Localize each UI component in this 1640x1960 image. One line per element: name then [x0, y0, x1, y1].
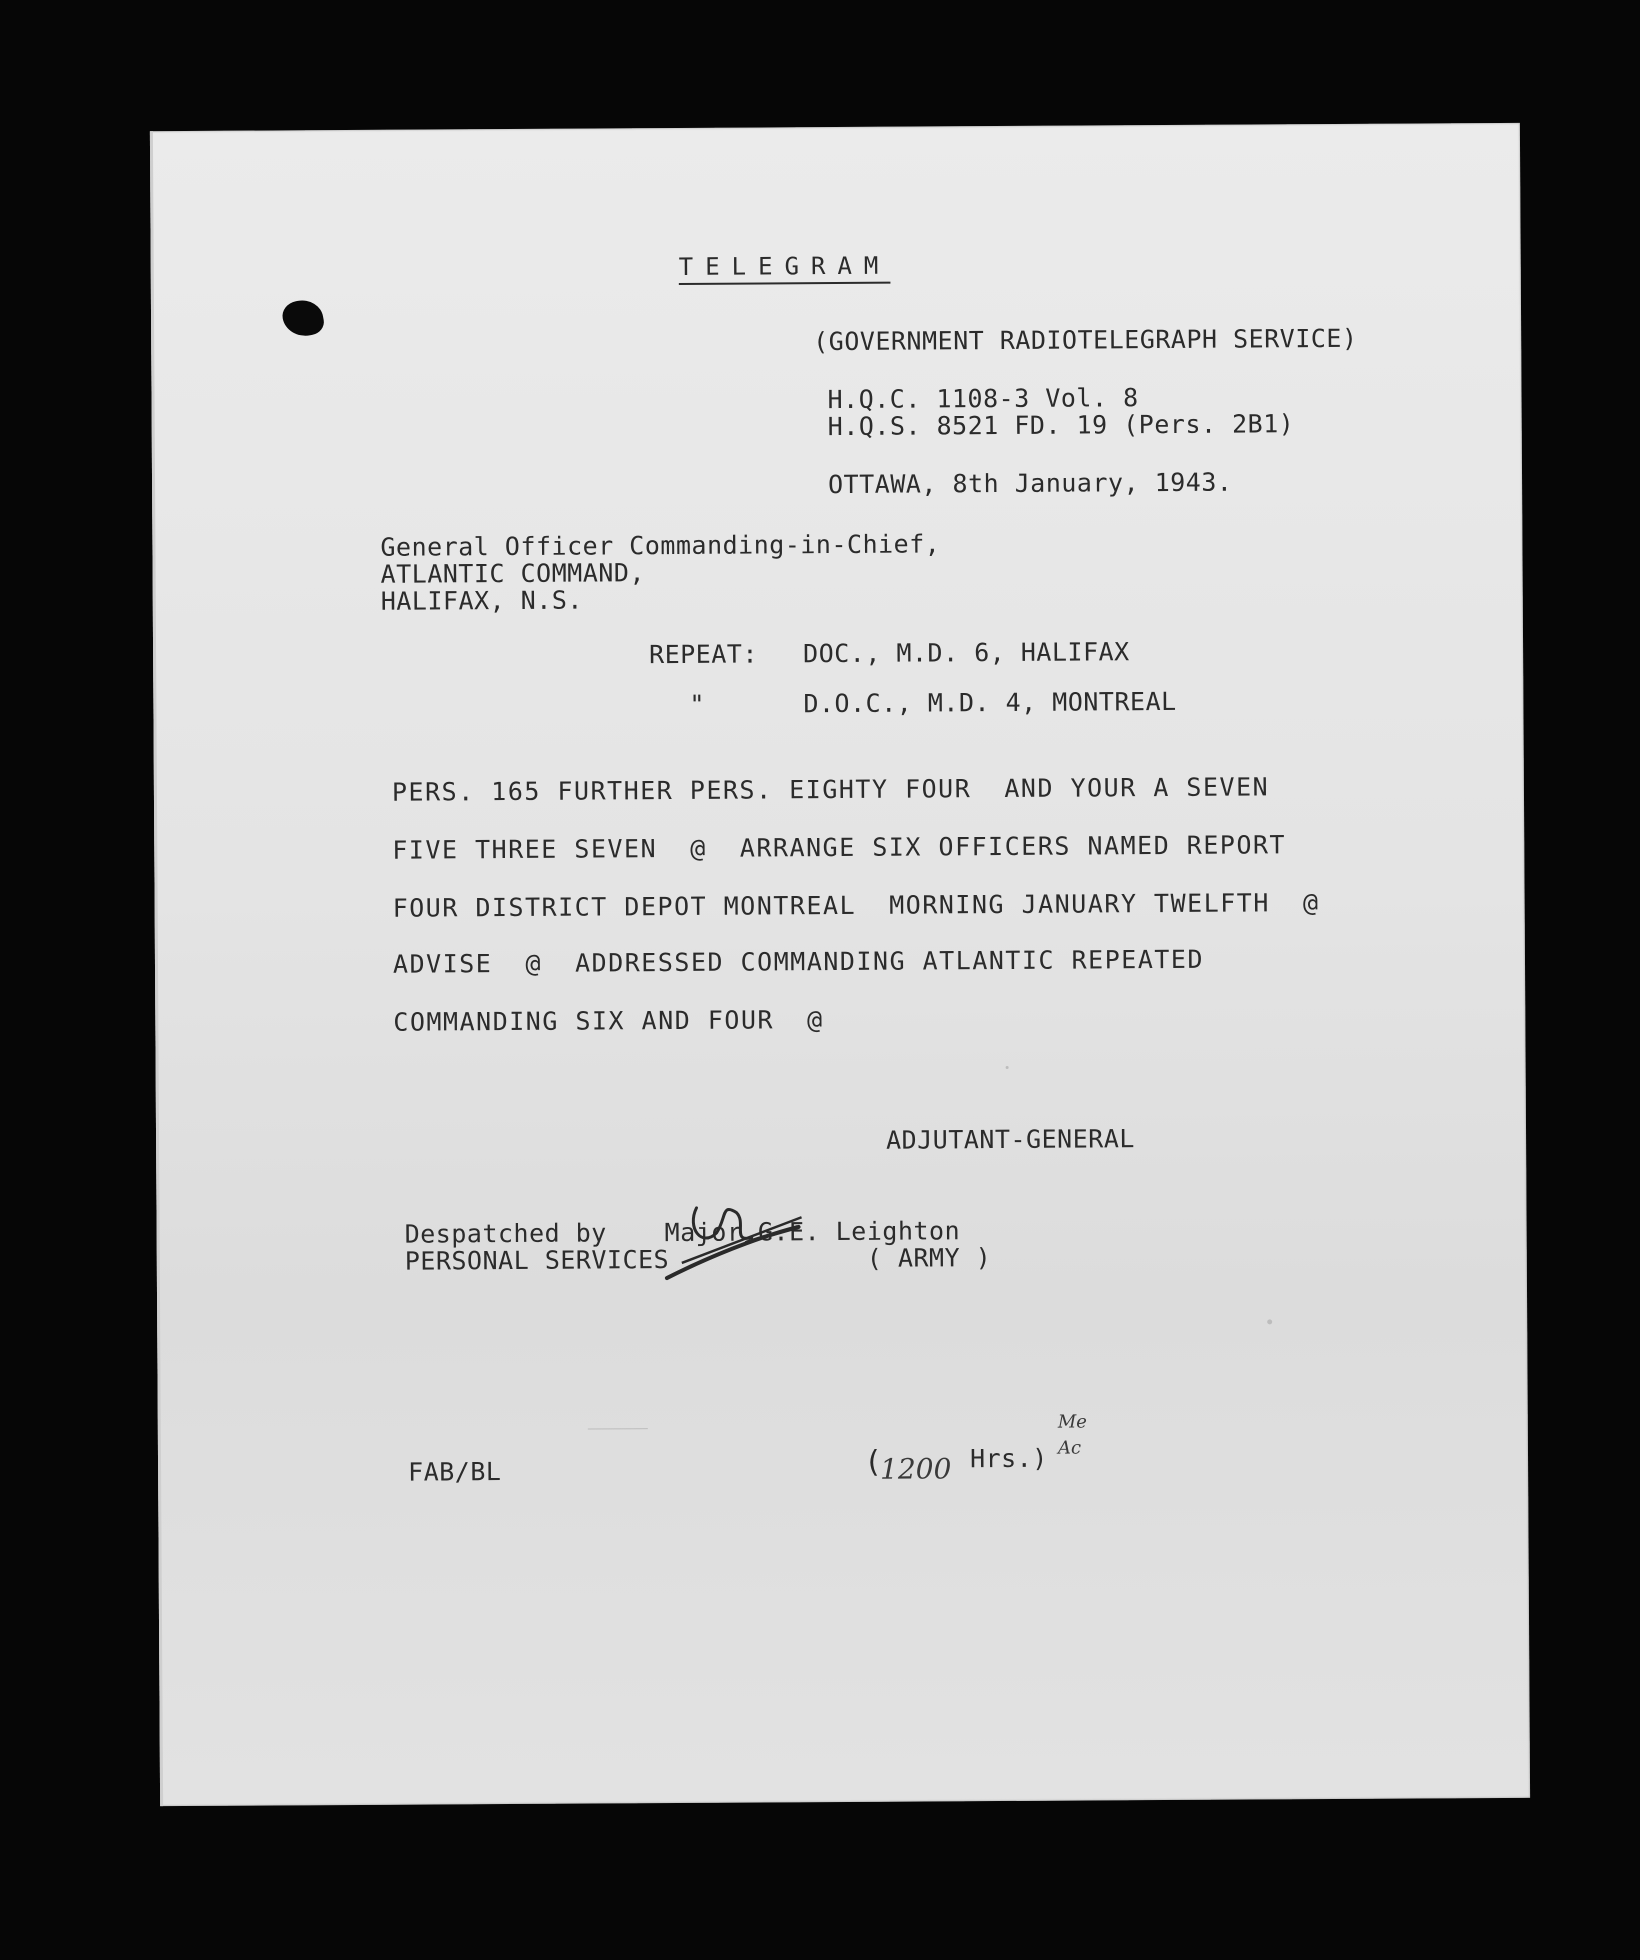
despatch-branch: ( ARMY )	[866, 1243, 992, 1273]
time-open-paren: (	[863, 1444, 883, 1480]
page-edge	[150, 131, 163, 1806]
addressee-line-2: ATLANTIC COMMAND,	[380, 558, 646, 589]
service-line: (GOVERNMENT RADIOTELEGRAPH SERVICE)	[813, 323, 1358, 357]
despatching-officer: Major G.E. Leighton	[664, 1216, 961, 1248]
handwritten-signature	[626, 1187, 887, 1299]
handwritten-time: 1200	[879, 1452, 952, 1486]
file-reference-1: H.Q.C. 1108-3 Vol. 8	[827, 383, 1139, 415]
repeat-label: REPEAT:	[649, 639, 759, 670]
typist-initials: FAB/BL	[408, 1457, 502, 1487]
place-and-date: OTTAWA, 8th January, 1943.	[827, 467, 1233, 500]
sender-signature: ADJUTANT-GENERAL	[885, 1124, 1135, 1155]
despatch-unit: PERSONAL SERVICES	[404, 1245, 670, 1276]
message-line-4: ADVISE @ ADDRESSED COMMANDING ATLANTIC REPEATED	[392, 944, 1205, 979]
message-line-5: COMMANDING SIX AND FOUR @	[393, 1005, 824, 1037]
paper-specks	[150, 123, 1520, 131]
message-line-2: FIVE THREE SEVEN @ ARRANGE SIX OFFICERS NAMED REPORT	[392, 830, 1287, 865]
ink-blot	[280, 297, 326, 340]
addressee-line-1: General Officer Commanding-in-Chief,	[380, 529, 941, 562]
repeat-destination-2: D.O.C., M.D. 4, MONTREAL	[803, 686, 1177, 719]
repeat-ditto-mark: "	[689, 689, 706, 719]
margin-note-1: Me	[1057, 1411, 1087, 1433]
despatched-by-label: Despatched by	[404, 1218, 607, 1249]
margin-note-2: Ac	[1057, 1437, 1082, 1459]
document-title: TELEGRAM	[678, 251, 891, 281]
telegram-page	[150, 123, 1530, 1806]
addressee-line-3: HALIFAX, N.S.	[380, 585, 584, 616]
time-suffix: Hrs.)	[969, 1443, 1048, 1474]
message-line-3: FOUR DISTRICT DEPOT MONTREAL MORNING JANUARY TWELFTH @	[392, 888, 1320, 923]
repeat-destination-1: DOC., M.D. 6, HALIFAX	[803, 637, 1130, 669]
message-line-1: PERS. 165 FURTHER PERS. EIGHTY FOUR AND YOUR A SEVEN	[391, 772, 1270, 807]
file-reference-2: H.Q.S. 8521 FD. 19 (Pers. 2B1)	[827, 409, 1295, 442]
